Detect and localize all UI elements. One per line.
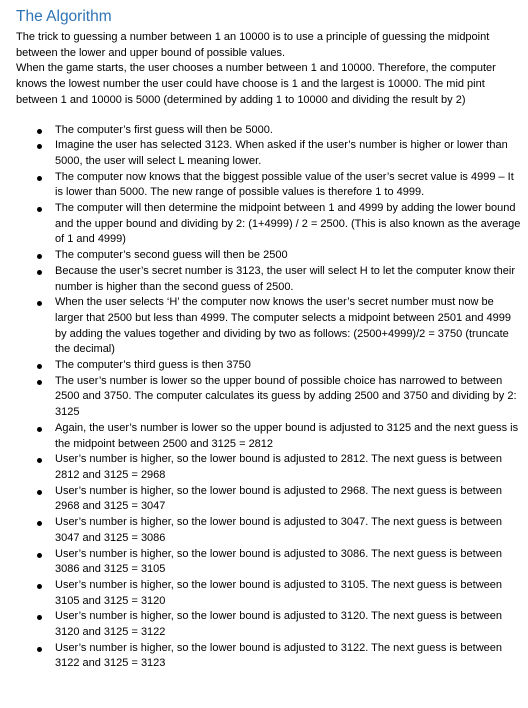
list-item [16, 515, 522, 546]
list-item [16, 138, 522, 169]
bullet-icon [37, 380, 42, 385]
list-item [16, 264, 522, 295]
list-item-text: The computer’s second guess will then be 2500 [55, 249, 288, 262]
list-item [16, 295, 522, 358]
bullet-icon [37, 364, 42, 369]
bullet-icon [37, 129, 42, 134]
list-item-text: User’s number is higher, so the lower bound is adjusted to 3086. The next guess is between 3086 and 3125 = 3105 [55, 547, 502, 576]
intro-section [16, 30, 522, 109]
algorithm-steps-list [16, 123, 522, 673]
list-item-text: Because the user’s secret number is 3123, the user will select H to let the computer know their number is higher than the second guess of 2500. [55, 264, 515, 293]
bullet-icon [37, 207, 42, 212]
bullet-icon [37, 270, 42, 275]
list-item-text: User’s number is higher, so the lower bound is adjusted to 3120. The next guess is between 3120 and 3125 = 3122 [55, 610, 502, 639]
list-item-text: Imagine the user has selected 3123. When asked if the user’s number is higher or lower than 5000, the user will select L meaning lower. [55, 139, 508, 167]
bullet-icon [37, 615, 42, 620]
bullet-icon [37, 427, 42, 432]
list-item [16, 201, 522, 248]
list-item [16, 248, 522, 264]
list-item-text: The computer will then determine the midpoint between 1 and 4999 by adding the lower bound and the upper bound and dividing by 2: (1+4999) / 2 = 2500. (This is also known as the average of 1 and 4999) [55, 202, 521, 246]
list-item-text: The computer now knows that the biggest possible value of the user’s secret value is 4999 – It is lower than 5000. The new range of possible values is therefore 1 to 4999. [55, 170, 514, 199]
list-item-text: When the user selects ‘H’ the computer now knows the user’s secret number must now be larger that 2500 but less than 4999. The computer selects a midpoint between 2501 and 4999 by adding the values together and dividing by two as follows: (2500+4999)/2 = 3750 (truncate the decimal) [55, 296, 511, 356]
bullet-icon [37, 458, 42, 463]
list-item [16, 170, 522, 201]
bullet-icon [37, 176, 42, 181]
list-item-text: User’s number is higher, so the lower bound is adjusted to 3122. The next guess is between 3122 and 3125 = 3123 [55, 641, 502, 670]
document-page [16, 7, 522, 672]
bullet-icon [37, 647, 42, 652]
list-item-text: The computer’s first guess will then be 5000. [55, 123, 273, 136]
list-item [16, 609, 522, 640]
list-item-text: User’s number is higher, so the lower bound is adjusted to 2968. The next guess is between 2968 and 3125 = 3047 [55, 484, 502, 513]
list-item [16, 123, 522, 139]
intro-paragraph: The trick to guessing a number between 1 an 10000 is to use a principle of guessing the midpoint between the lower and upper bound of possible values. [16, 31, 490, 59]
list-item [16, 484, 522, 515]
list-item-text: The user’s number is lower so the upper bound of possible choice has narrowed to between 2500 and 3750. The computer calculates its guess by adding 2500 and 3750 and dividing by 2: 3125 [55, 374, 517, 419]
list-item-text: User’s number is higher, so the lower bound is adjusted to 3105. The next guess is between 3105 and 3125 = 3120 [55, 578, 502, 607]
list-item-text: The computer’s third guess is then 3750 [55, 359, 251, 372]
list-item [16, 374, 522, 421]
page-title: The Algorithm [16, 8, 112, 25]
bullet-icon [37, 144, 42, 149]
bullet-icon [37, 254, 42, 259]
list-item-text: User’s number is higher, so the lower bound is adjusted to 3047. The next guess is between 3047 and 3125 = 3086 [55, 516, 502, 544]
list-item [16, 641, 522, 672]
bullet-icon [37, 584, 42, 589]
list-item-text: User’s number is higher, so the lower bound is adjusted to 2812. The next guess is between 2812 and 3125 = 2968 [55, 453, 502, 481]
list-item [16, 578, 522, 609]
bullet-icon [37, 521, 42, 526]
list-item-text: Again, the user’s number is lower so the upper bound is adjusted to 3125 and the next guess is the midpoint between 2500 and 3125 = 2812 [55, 421, 519, 450]
list-item [16, 358, 522, 374]
list-item [16, 452, 522, 483]
intro-paragraph: When the game starts, the user chooses a number between 1 and 10000. Therefore, the computer knows the lowest number the user could have choose is 1 and the largest is 10000. The mid pint between 1 and 10000 is 5000 (determined by adding 1 to 10000 and dividing the result by 2) [16, 62, 496, 106]
list-item [16, 547, 522, 578]
bullet-icon [37, 553, 42, 558]
list-item [16, 421, 522, 452]
bullet-icon [37, 490, 42, 495]
bullet-icon [37, 301, 42, 306]
